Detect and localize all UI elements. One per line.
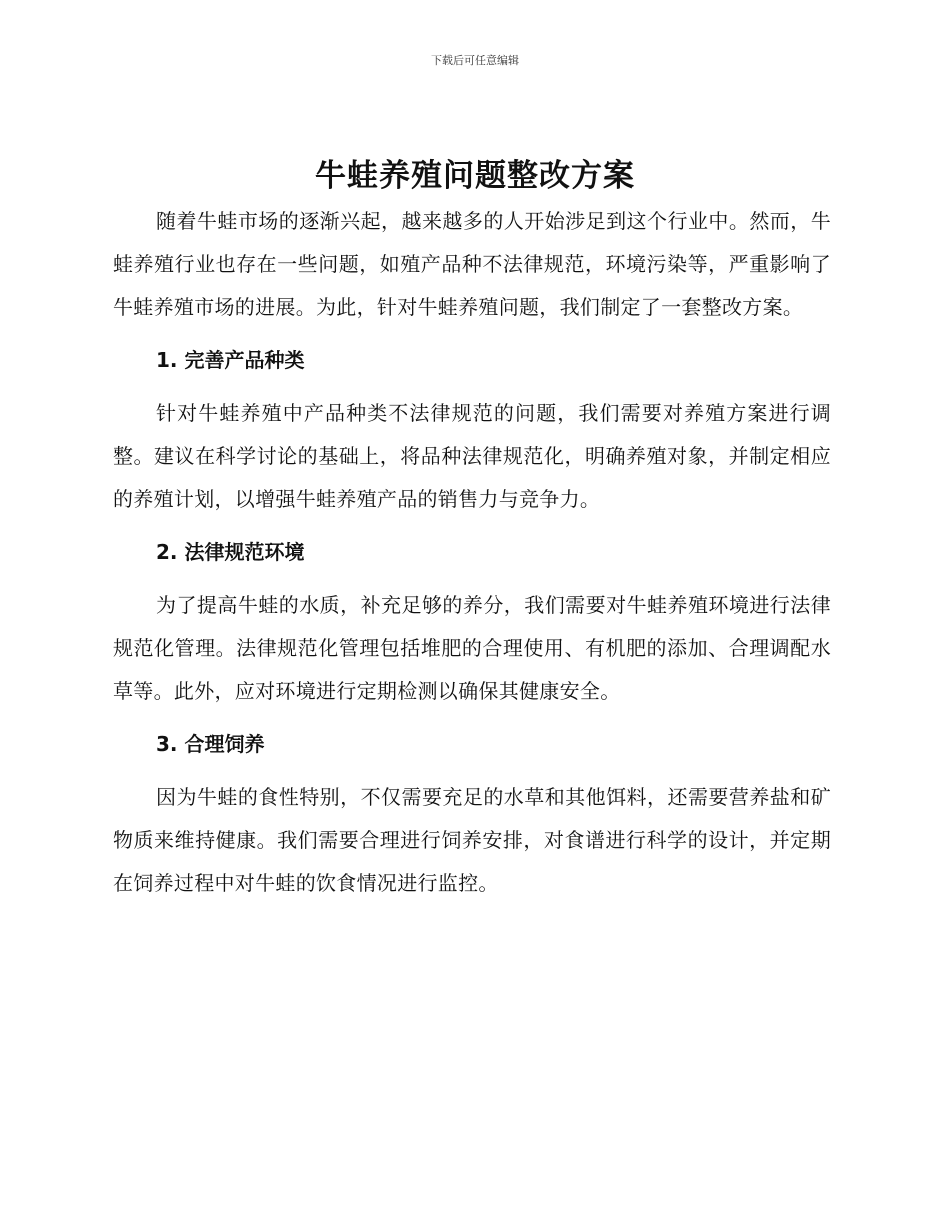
section-paragraph: 为了提高牛蛙的水质，补充足够的养分，我们需要对牛蛙养殖环境进行法律规范化管理。法律规范化管理包括堆肥的合理使用、有机肥的添加、合理调配水草等。此外，应对环境进行定期检测以确保其健康安全。 — [113, 593, 831, 703]
section-heading: 1. 完善产品种类 — [156, 348, 305, 372]
document-body — [113, 200, 831, 915]
section-paragraph: 针对牛蛙养殖中产品种类不法律规范的问题，我们需要对养殖方案进行调整。建议在科学讨论的基础上，将品种法律规范化，明确养殖对象，并制定相应的养殖计划，以增强牛蛙养殖产品的销售力与竞争力。 — [113, 401, 831, 511]
intro-paragraph: 随着牛蛙市场的逐渐兴起，越来越多的人开始涉足到这个行业中。然而，牛蛙养殖行业也存在一些问题，如殖产品种不法律规范，环境污染等，严重影响了牛蛙养殖市场的进展。为此，针对牛蛙养殖问题，我们制定了一套整改方案。 — [113, 209, 831, 319]
section-2 — [113, 531, 831, 713]
section-3 — [113, 723, 831, 905]
header-note: 下载后可任意编辑 — [431, 54, 519, 67]
section-heading: 2. 法律规范环境 — [156, 540, 305, 564]
section-paragraph: 因为牛蛙的食性特别，不仅需要充足的水草和其他饵料，还需要营养盐和矿物质来维持健康。我们需要合理进行饲养安排，对食谱进行科学的设计，并定期在饲养过程中对牛蛙的饮食情况进行监控。 — [113, 785, 831, 895]
section-heading: 3. 合理饲养 — [156, 732, 265, 756]
section-1 — [113, 339, 831, 521]
document-title: 牛蛙养殖问题整改方案 — [315, 158, 635, 194]
